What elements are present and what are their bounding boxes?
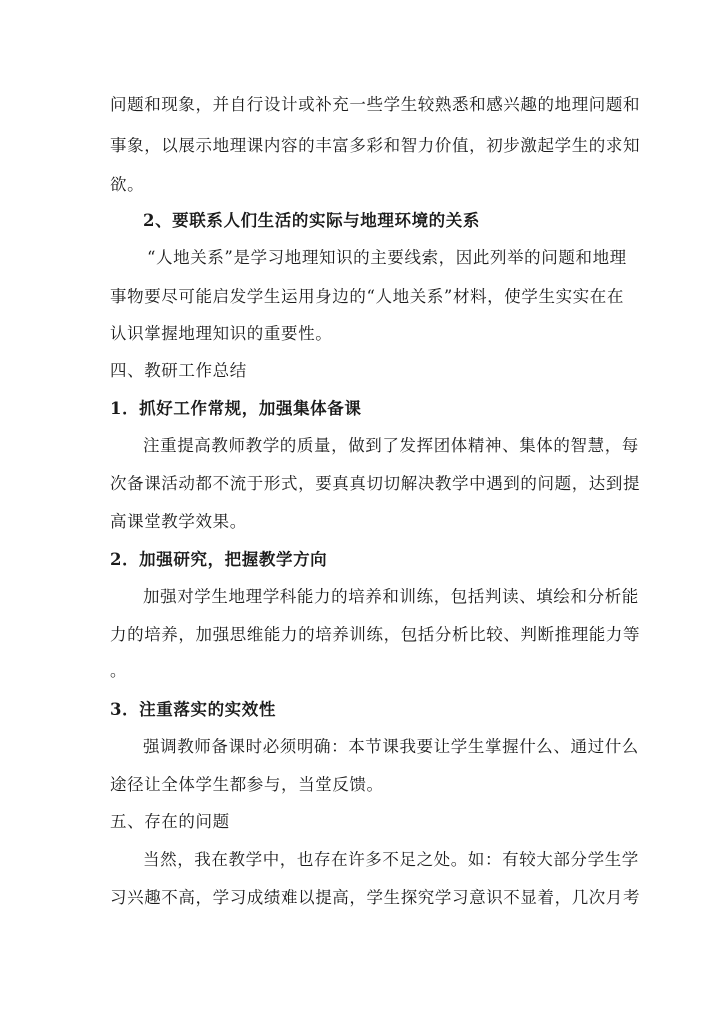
paragraph-line: 强调教师备课时必须明确：本节课我要让学生掌握什么、通过什么 <box>143 737 639 756</box>
paragraph-line: 注重提高教师教学的质量，做到了发挥团体精神、集体的智慧，每 <box>143 436 639 455</box>
paragraph-line: 认识掌握地理知识的重要性。 <box>110 324 333 343</box>
paragraph-line: 习兴趣不高，学习成绩难以提高，学生探究学习意识不显着，几次月考 <box>110 888 641 907</box>
paragraph-line: 高课堂教学效果。 <box>110 512 247 531</box>
paragraph-line: 欲。 <box>110 175 145 194</box>
paragraph-line: 事物要尽可能启发学生运用身边的“人地关系”材料，使学生实实在在 <box>110 287 624 306</box>
paragraph-line: 力的培养，加强思维能力的培养训练，包括分析比较、判断推理能力等 <box>110 625 641 644</box>
paragraph-line: 次备课活动都不流于形式，要真真切切解决教学中遇到的问题，达到提 <box>110 474 641 493</box>
section-heading: 3．注重落实的实效性 <box>110 700 276 719</box>
paragraph-line: 加强对学生地理学科能力的培养和训练，包括判读、填绘和分析能 <box>143 587 639 606</box>
section-heading: 五、存在的问题 <box>110 812 230 831</box>
section-heading: 2．加强研究，把握教学方向 <box>110 550 328 569</box>
section-heading: 四、教研工作总结 <box>110 361 247 380</box>
paragraph-line: 事象，以展示地理课内容的丰富多彩和智力价值，初步激起学生的求知 <box>110 136 641 155</box>
paragraph-line: 当然，我在教学中，也存在许多不足之处。如：有较大部分学生学 <box>143 850 639 869</box>
paragraph-line: 途径让全体学生都参与，当堂反馈。 <box>110 775 384 794</box>
paragraph-line: 问题和现象，并自行设计或补充一些学生较熟悉和感兴趣的地理问题和 <box>110 95 641 114</box>
section-heading: 1．抓好工作常规，加强集体备课 <box>110 399 362 418</box>
section-heading: 2、要联系人们生活的实际与地理环境的关系 <box>143 211 480 230</box>
paragraph-line: “人地关系”是学习地理知识的主要线索，因此列举的问题和地理 <box>147 248 627 267</box>
paragraph-line: 。 <box>110 661 127 680</box>
